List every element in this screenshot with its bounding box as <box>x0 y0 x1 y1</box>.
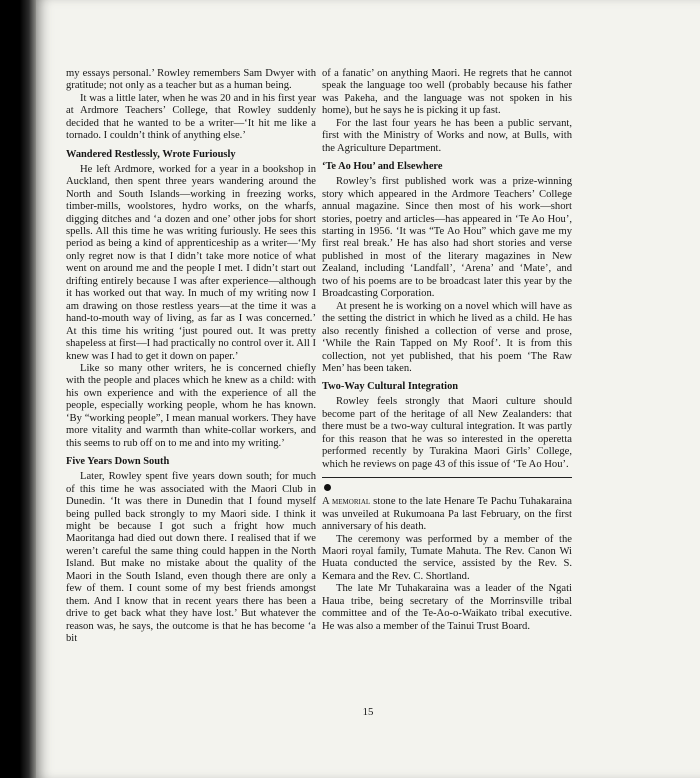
paragraph: He left Ardmore, worked for a year in a bookshop in Auckland, then spent three years wandering around the North and South Islands—working in freezing works, timber-mills, woolstores, hydro works, on the wharfs, digging ditches and ‘a dozen and one’ other jobs for short spells. All this time he was writing furiously. He sees this period as being a kind of apprenticeship as a writer—‘My only regret now is that I didn’t take more notice of what went on around me and the people I met. I didn’t start out drifting entirely because I was after experience—although it has worked out that way. In much of my writing now I am drawing on those restless years—at the time it was a hand-to-mouth way of living, as far as I was concerned.’ At this time his writing ‘just poured out. It was pretty shapeless at first—I had practically no control over it. All I knew was I had to get it down on paper.’ <box>66 163 316 362</box>
paragraph <box>322 496 572 533</box>
paragraph: Rowley feels strongly that Maori culture should become part of the heritage of all New Zealanders: that there must be a two-way cultural integration. It was partly for this reason that he was so interested in the operetta performed recently by Turakina Maori Girls’ College, which he reviews on page 43 of this issue of ‘Te Ao Hou’. <box>322 396 572 470</box>
document-page <box>36 0 700 778</box>
paragraph: of a fanatic’ on anything Maori. He regrets that he cannot speak the language too well (probably because his father was Pakeha, and the language was not spoken in his home), but he says he is picking it up fast. <box>322 68 572 117</box>
page-number: 15 <box>362 706 374 718</box>
section-heading: Five Years Down South <box>66 456 170 468</box>
paragraph: Later, Rowley spent five years down south; for much of this time he was associated with the Maori Club in Dunedin. ‘It was there in Dunedin that I found myself being pulled back strongly to my Maori side. I think it might be because I got such a fright how much Maoritanga had died out down there. I realised that if we weren’t careful the same thing could happen in the North Island. But make no mistake about the quality of the Maori in the South Island, even though there are only a few of them. I count some of my best friends amongst them. And I know that in recent years there has been a drive to get back what they have lost.’ But whatever the reason was, he says, the outcome is that he has become ‘a bit <box>66 471 316 645</box>
paragraph: Rowley’s first published work was a prize-winning story which appeared in the Ardmore Teachers’ College annual magazine. Since then most of his work—short stories, poetry and articles—has appeared in ‘Te Ao Hou’, starting in 1956. ‘It was “Te Ao Hou” which gave me my first real break.’ He has also had short stories and verse published in most of the literary magazines in New Zealand, including ‘Landfall’, ‘Arena’ and ‘Mate’, and two of his poems are to be broadcast later this year by the Broadcasting Corporation. <box>322 176 572 300</box>
section-heading: Two-Way Cultural Integration <box>322 381 459 393</box>
section-heading: Wandered Restlessly, Wrote Furiously <box>66 148 236 160</box>
paragraph: The late Mr Tuhakaraina was a leader of the Ngati Haua tribe, being secretary of the Morrinsville tribal committee and of the Te-Ao-o-Waikato tribal executive. He was also a member of the Tainui Trust Board. <box>322 583 572 632</box>
lead-in-small-caps: A memorial <box>322 496 371 508</box>
paragraph: The ceremony was performed by a member of the Maori royal family, Tumate Mahuta. The Rev. Canon Wi Huata conducted the service, assisted by the Rev. S. Kemara and the Rev. C. Shortland. <box>322 533 572 582</box>
paragraph: Like so many other writers, he is concerned chiefly with the people and places which he knew as a child: with his own experience and with the experience of all the people, especially working people, whom he has known. ‘By “working people”, I mean manual workers. They have more vitality and warmth than white-collar workers, and this seems to rub off on to me and into my writing.’ <box>66 362 316 449</box>
book-spine-shadow <box>0 0 36 778</box>
paragraph: It was a little later, when he was 20 and in his first year at Ardmore Teachers’ College, that Rowley suddenly decided that he wanted to be a writer—‘It hit me like a tornado. I couldn’t think of anything else.’ <box>66 92 316 142</box>
paragraph: my essays personal.’ Rowley remembers Sam Dwyer with gratitude; not only as a teacher but as a human being. <box>66 68 316 92</box>
left-column <box>66 68 316 645</box>
right-column <box>322 68 572 633</box>
bullet-icon <box>324 484 331 491</box>
paragraph-text: stone to the late Henare Te Pachu Tuhakaraina was unveiled at Rukumoana Pa last February, on the first anniversary of his death. <box>322 496 573 533</box>
paragraph: For the last four years he has been a public servant, first with the Ministry of Works and now, at Bulls, with the Agriculture Department. <box>322 117 572 154</box>
section-heading: ‘Te Ao Hou’ and Elsewhere <box>322 161 443 173</box>
divider-rule <box>322 477 572 478</box>
paragraph: At present he is working on a novel which will have as the setting the district in which he lived as a child. He has also recently finished a collection of verse and prose, ‘While the Rain Tapped on My Roof’. It is from this collection, not yet published, that his poem ‘The Raw Men’ has been taken. <box>322 300 572 374</box>
